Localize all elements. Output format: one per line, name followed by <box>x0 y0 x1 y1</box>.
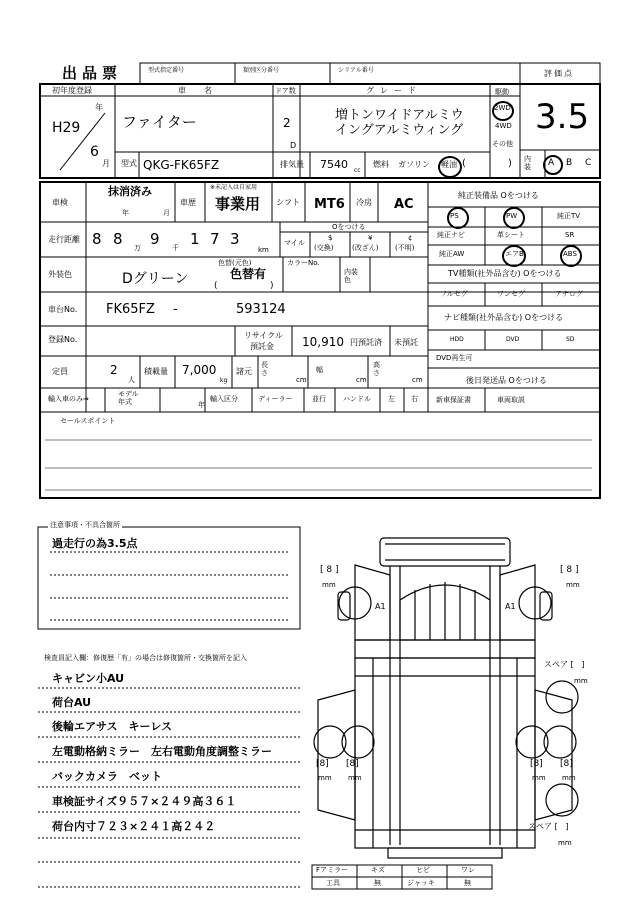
inspection-year: 年 <box>122 209 129 217</box>
equip-ps[interactable]: PS <box>450 212 459 220</box>
notes-line-1: 過走行の為3.5点 <box>52 537 138 550</box>
repaint-label: 色替(元色) <box>218 259 252 267</box>
equip-leather[interactable]: 革シート <box>497 231 525 239</box>
height-cm: cm <box>412 376 423 384</box>
inspector-line-4: 左電動格納ミラー 左右電動角度調整ミラー <box>52 745 272 758</box>
displacement-unit: cc <box>354 167 361 174</box>
month-unit-label: 月 <box>102 159 110 168</box>
recycle-value: 10,910 <box>302 335 344 349</box>
recycle-unpaid: 未預託 <box>394 338 418 347</box>
registration-label: 登録No. <box>48 335 78 344</box>
form-title: 出品票 <box>62 64 123 82</box>
grade-line-2: イングアルミウィング <box>335 123 464 138</box>
front-left-mm: mm <box>322 581 336 589</box>
seats-value: 2 <box>110 363 118 377</box>
exterior-label: 外装色 <box>48 270 72 279</box>
doors-unit: D <box>290 141 297 150</box>
len-label: 長さ <box>261 361 268 377</box>
drive-2wd[interactable]: 2WD <box>494 104 511 112</box>
equip-abs[interactable]: ABS <box>563 250 577 258</box>
navi-dvd[interactable]: DVD <box>506 336 520 343</box>
after-manual[interactable]: 車両取説 <box>497 396 525 404</box>
fuel-paren-open: ( <box>462 158 466 169</box>
year-unit-label: 年 <box>95 103 103 112</box>
navi-hdd[interactable]: HDD <box>450 336 464 343</box>
rating-value: 3.5 <box>535 97 590 137</box>
truck-diagram <box>314 538 578 858</box>
rear-left-inner-tread: [8] <box>346 759 359 769</box>
rear-right-inner-mm: mm <box>532 774 546 782</box>
rear-right-inner-tread: [8] <box>530 759 543 769</box>
tv-header: TV種類(社外品含む) Oをつける <box>448 269 562 278</box>
legend-r1-c2: キズ <box>371 866 385 874</box>
repaint-paren-open: ( <box>214 281 218 291</box>
import-parallel[interactable]: 並行 <box>312 395 326 403</box>
exch-mark: $ <box>328 234 333 242</box>
doors-value: 2 <box>283 116 291 130</box>
seats-unit: 人 <box>128 376 135 384</box>
car-name-value: ファイター <box>122 113 197 131</box>
dims-label: 諸元 <box>236 367 252 376</box>
spare-bottom-label: スペア [ ] <box>528 822 569 831</box>
mileage-digit-5: 7 <box>210 230 220 248</box>
seats-label: 定員 <box>52 367 68 376</box>
front-right-mm: mm <box>566 581 580 589</box>
legend-r1-c1: Fアミラー <box>316 866 349 874</box>
chassis-dash: - <box>173 302 178 317</box>
import-label: 輸入車のみ⇒ <box>48 395 89 403</box>
mile-label: マイル <box>284 239 305 247</box>
shift-value: MT6 <box>314 197 345 212</box>
inspection-label: 車検 <box>52 198 68 207</box>
front-right-tread: [ 8 ] <box>560 565 579 575</box>
equip-navi[interactable]: 純正ナビ <box>437 231 465 239</box>
repaint-paren-close: ) <box>270 281 274 291</box>
inspector-line-6: 車検証サイズ９５７×２４９高３６１ <box>52 795 237 808</box>
fuel-diesel[interactable]: 軽油 <box>441 160 457 169</box>
drive-label: 駆動 <box>495 88 509 96</box>
chassis-prefix: FK65FZ <box>106 302 155 317</box>
dvd-player[interactable]: DVD再生可 <box>436 354 473 362</box>
inspector-label: 検査員記入欄：修復歴「有」の場合は修復箇所・交換箇所を記入 <box>44 654 247 662</box>
equip-airbag[interactable]: エアB <box>505 250 524 258</box>
rear-right-outer-tread: [8] <box>560 759 573 769</box>
legend-r1-c4: ワレ <box>461 866 475 874</box>
usage-label: 車歴 <box>180 198 196 207</box>
equip-tv[interactable]: 純正TV <box>557 212 581 220</box>
mileage-digit-1: 8 <box>92 230 102 248</box>
interior-a[interactable]: A <box>548 158 555 168</box>
inspection-value: 抹消済み <box>108 185 152 198</box>
handle-left[interactable]: 左 <box>388 395 395 403</box>
load-unit: kg <box>220 377 228 384</box>
fuel-label: 燃料 <box>373 160 389 169</box>
interior-c[interactable]: C <box>585 158 592 168</box>
notes-label: 注意事項・不具合箇所 <box>50 521 120 529</box>
recycle-unit: 円預託済 <box>350 338 382 347</box>
grade-line-1: 増トンワイドアルミウ <box>335 108 464 123</box>
inspector-line-7: 荷台内寸７２３×２４１高２４２ <box>52 820 216 833</box>
front-left-tread: [ 8 ] <box>320 565 339 575</box>
exterior-value: Dグリーン <box>122 271 189 287</box>
model-cert-label: 型式指定番号 <box>148 67 185 74</box>
alt-mark: ¥ <box>368 234 373 242</box>
import-type-label: 輸入区分 <box>210 395 238 403</box>
interior-b[interactable]: B <box>566 158 573 168</box>
recycle-label-2: 預託金 <box>250 342 274 351</box>
repaint-value: 色替有 <box>230 267 267 281</box>
spare-top-label: スペア [ ] <box>544 660 585 669</box>
fuel-paren-close: ) <box>508 158 512 169</box>
damage-a1-left: A1 <box>375 602 386 611</box>
rear-right-outer-mm: mm <box>562 774 576 782</box>
legend-r2-c2: 無 <box>374 879 381 887</box>
grade-label: グレード <box>366 86 422 95</box>
fuel-gasoline[interactable]: ガソリン <box>398 160 430 169</box>
displacement-value: 7540 <box>320 158 348 171</box>
mileage-digit-2: 8 <box>113 230 123 248</box>
equip-pw[interactable]: PW <box>506 212 518 220</box>
spare-top-mm: mm <box>574 677 588 685</box>
len-cm: cm <box>296 376 307 384</box>
drive-4wd[interactable]: 4WD <box>495 122 512 130</box>
width-label: 幅 <box>316 366 323 374</box>
interior-color-label: 内装色 <box>344 268 358 285</box>
legend-r2-c1: 工具 <box>326 879 340 887</box>
inspector-line-2: 荷台AU <box>52 696 92 709</box>
load-label: 積載量 <box>144 367 168 376</box>
class-label: 類別区分番号 <box>243 67 280 74</box>
mileage-digit-6: 3 <box>230 230 240 248</box>
tv-analog[interactable]: アナログ <box>555 290 583 298</box>
inspector-line-3: 後輪エアサス キーレス <box>52 720 173 733</box>
equipment-header: 純正装備品 Oをつける <box>458 191 539 200</box>
sales-points-label: セールスポイント <box>60 417 116 425</box>
first-reg-year: H29 <box>52 120 81 136</box>
mileage-sen: 千 <box>172 244 179 252</box>
model-value: QKG-FK65FZ <box>143 158 220 172</box>
doors-label: ドア数 <box>275 87 296 95</box>
car-name-label: 車名 <box>178 86 230 95</box>
drive-other[interactable]: その他 <box>492 140 513 148</box>
navi-sd[interactable]: SD <box>566 336 575 343</box>
rating-label: 評価点 <box>544 69 574 78</box>
shift-label: シフト <box>276 198 300 207</box>
after-header: 後日発送品 Oをつける <box>466 376 547 385</box>
recycle-label-1: リサイクル <box>244 331 283 340</box>
mileage-man: 万 <box>134 244 141 252</box>
mileage-circle-note: Oをつける <box>332 223 366 231</box>
color-no-label: カラーNo. <box>287 259 320 267</box>
rear-left-outer-tread: [8] <box>316 759 329 769</box>
rear-left-outer-mm: mm <box>318 774 332 782</box>
handle-right[interactable]: 右 <box>411 395 418 403</box>
mileage-digit-3: 9 <box>150 230 160 248</box>
usage-value: 事業用 <box>215 195 261 213</box>
first-reg-month: 6 <box>90 144 99 160</box>
height-label: 高さ <box>373 361 380 377</box>
unk-mark: ¢ <box>408 234 413 242</box>
legend-r1-c3: ヒビ <box>416 866 430 874</box>
tv-fullseg[interactable]: フルセグ <box>440 290 468 298</box>
inspection-month: 月 <box>163 209 170 217</box>
tv-oneseg[interactable]: ワンセグ <box>497 290 525 298</box>
damage-a1-right: A1 <box>505 602 516 611</box>
mileage-unit: km <box>258 246 269 254</box>
ac-label: 冷房 <box>356 198 372 207</box>
equip-sr[interactable]: SR <box>565 231 575 239</box>
displacement-label: 排気量 <box>280 160 304 169</box>
after-warranty[interactable]: 新車保証書 <box>436 396 471 404</box>
legend-r2-c3: ジャッキ <box>407 879 435 887</box>
ac-value: AC <box>394 197 414 212</box>
serial-label: シリアル番号 <box>338 67 374 74</box>
alt-label: (改ざん) <box>352 244 379 252</box>
model-year-label: モデル年式 <box>118 390 139 406</box>
import-year-unit: 年 <box>198 401 205 409</box>
model-label: 型式 <box>121 159 137 168</box>
spare-bottom-mm: mm <box>558 839 572 847</box>
exch-label: (交換) <box>314 244 334 252</box>
width-cm: cm <box>356 376 367 384</box>
mileage-label: 走行距離 <box>48 235 80 244</box>
import-dealer[interactable]: ディーラー <box>258 395 293 403</box>
chassis-number: 593124 <box>236 302 286 317</box>
equip-aw[interactable]: 純正AW <box>439 250 465 258</box>
handle-label: ハンドル <box>343 395 371 403</box>
interior-label: 内装 <box>524 155 531 171</box>
navi-header: ナビ種類(社外品含む) Oをつける <box>444 313 564 322</box>
load-value: 7,000 <box>182 363 217 377</box>
inspector-line-1: キャビン小AU <box>52 672 125 685</box>
rear-left-inner-mm: mm <box>348 774 362 782</box>
mileage-digit-4: 1 <box>190 230 200 248</box>
chassis-label: 車台No. <box>48 305 78 314</box>
unk-label: (不明) <box>395 244 415 252</box>
usage-note: ※未記入は自家用 <box>210 184 258 191</box>
first-reg-label: 初年度登録 <box>52 86 92 95</box>
inspector-line-5: バックカメラ ベット <box>52 770 162 783</box>
legend-r2-c4: 無 <box>464 879 471 887</box>
